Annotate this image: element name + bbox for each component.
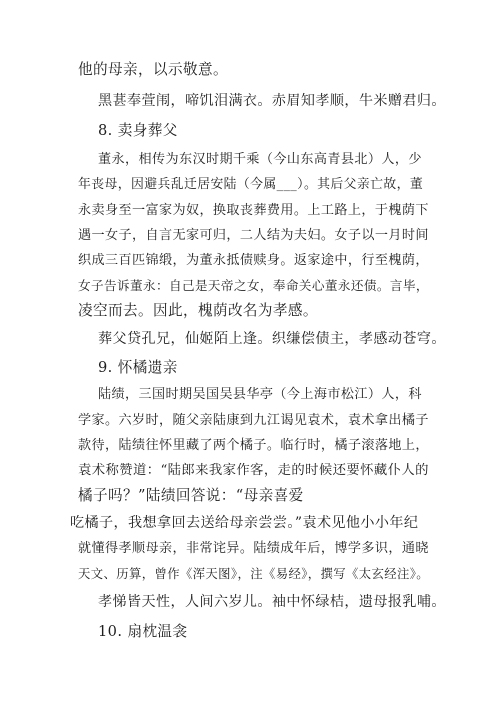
text-line: 他的母亲，以示敬意。 [78, 61, 228, 78]
text-line: 吃橘子，我想拿回去送给母亲尝尝。”袁术见他小小年纪 [70, 515, 419, 531]
text-line: 款待，陆绩往怀里藏了两个橘子。临行时，橘子滚落地上， [78, 438, 429, 453]
text-line: 天文、历算，曾作《浑天图》，注《易经》，撰写《太玄经注》。 [78, 567, 430, 581]
text-line: 橘子吗？”陆绩回答说：“母亲喜爱 [78, 487, 304, 504]
section-heading: 8. 卖身葬父 [98, 122, 178, 139]
text-line: 就懂得孝顺母亲，非常诧异。陆绩成年后，博学多识，通晓 [78, 541, 429, 556]
text-line: 陆绩，三国时期吴国吴县华亭（今上海市松江）人，科 [98, 387, 422, 402]
poem-line: 孝悌皆天性，人间六岁儿。袖中怀绿桔，遗母报乳哺。 [98, 594, 446, 610]
text-line: 织成三百匹锦缎，为董永抵债赎身。返家途中，行至槐荫， [78, 253, 429, 268]
poem-line: 葬父贷孔兄，仙姬陌上逢。织缣偿债主，孝感动苍穹。 [98, 331, 446, 347]
text-line: 袁术称赞道：“陆郎来我家作客，走的时候还要怀藏仆人的 [78, 463, 429, 478]
text-line: 年丧母，因避兵乱迁居安陆（今属___）。其后父亲亡故，董 [78, 177, 424, 192]
text-line: 董永，相传为东汉时期千乘（今山东高青县北）人，少 [98, 152, 422, 167]
text-line: 女子告诉董永：自己是天帝之女，奉命关心董永还债。言毕， [78, 278, 429, 293]
text-line: 永卖身至一富家为奴，换取丧葬费用。上工路上，于槐荫下 [78, 203, 429, 218]
section-heading: 9. 怀橘遗亲 [98, 359, 178, 376]
poem-line: 黑葚奉萱闱，啼饥泪满衣。赤眉知孝顺，牛米赠君归。 [98, 93, 446, 109]
text-line: 遇一女子，自言无家可归，二人结为夫妇。女子以一月时间 [78, 228, 429, 243]
text-line: 凌空而去。因此，槐荫改名为孝感。 [78, 302, 318, 319]
text-line: 学家。六岁时，随父亲陆康到九江谒见袁术，袁术拿出橘子 [78, 413, 429, 428]
section-heading: 10. 扇枕温衾 [98, 623, 188, 640]
